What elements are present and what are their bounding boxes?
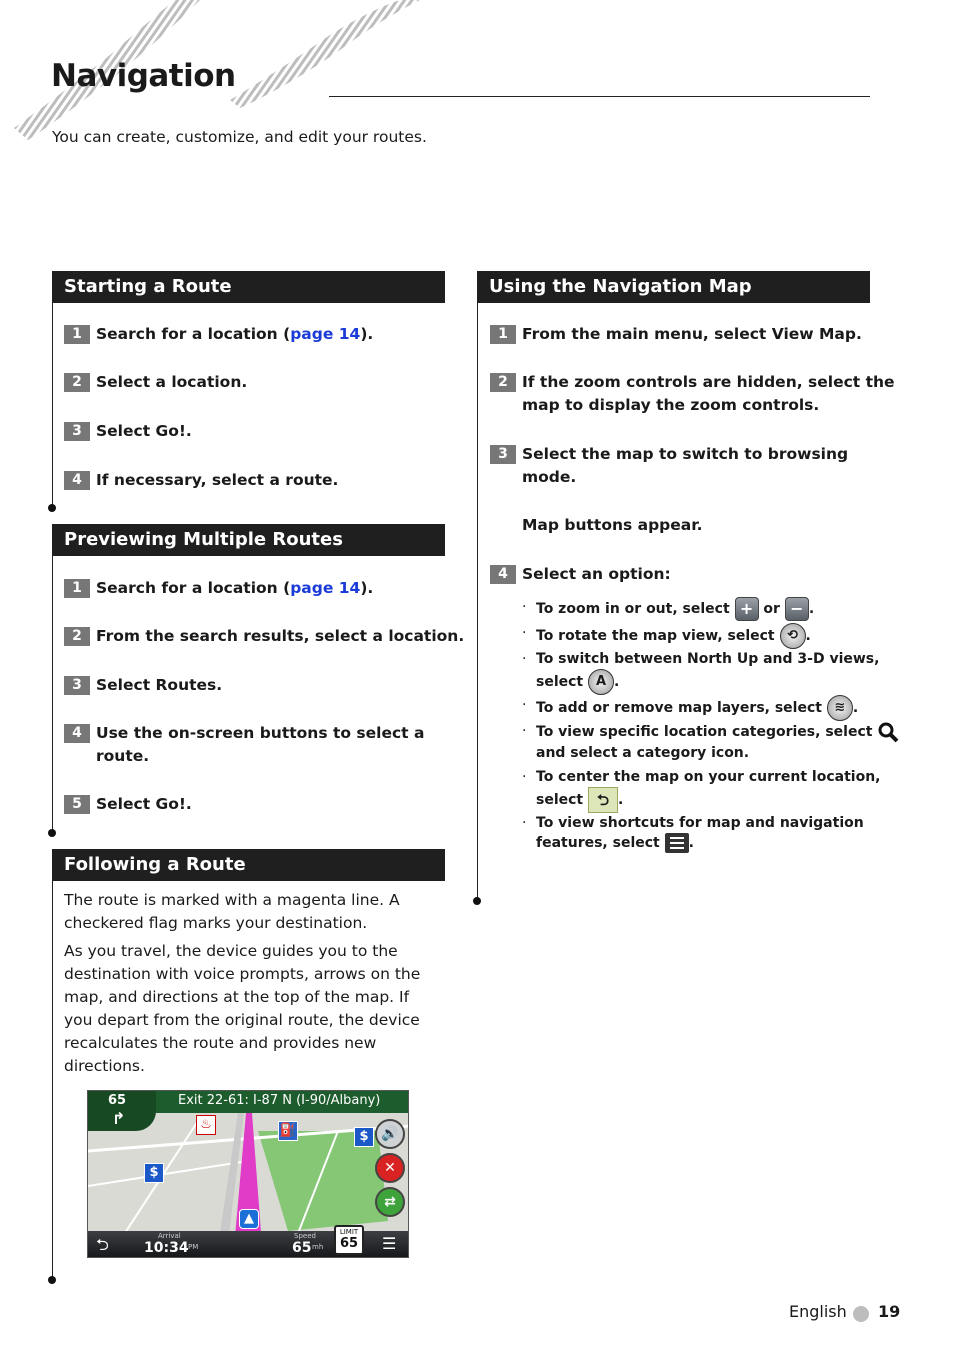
note-text: Map buttons appear.: [522, 516, 703, 534]
section-heading-navigation-map: Using the Navigation Map: [477, 271, 870, 303]
step-text: Select the map to switch to browsing: [522, 445, 849, 463]
step-number: 1: [490, 325, 516, 344]
zoom-in-icon[interactable]: +: [735, 597, 759, 621]
section-rule: [52, 556, 53, 833]
arrival-ampm: PM: [188, 1243, 199, 1251]
paragraph-line: directions.: [64, 1057, 145, 1075]
rotate-icon[interactable]: ⟲: [780, 623, 806, 649]
option-text: .: [618, 792, 624, 808]
step-number: 2: [64, 627, 90, 646]
paragraph-line: The route is marked with a magenta line. A: [64, 891, 400, 909]
section-end-dot: [48, 1276, 56, 1284]
limit-value: 65: [339, 1236, 359, 1251]
zoom-out-icon[interactable]: −: [785, 597, 809, 621]
back-button[interactable]: ⮌: [96, 1235, 109, 1254]
step-text: Select Routes.: [96, 676, 223, 694]
option-text: select: [536, 674, 584, 690]
turn-arrow-icon: ↱: [112, 1109, 126, 1128]
step-text: Select a location.: [96, 373, 248, 391]
speed-label: Speed: [294, 1232, 316, 1240]
page-number: 19: [878, 1302, 901, 1321]
step-text: Select Go!.: [96, 795, 192, 813]
step-number: 3: [64, 676, 90, 695]
option-text: To zoom in or out, select: [536, 601, 730, 617]
paragraph: [64, 940, 444, 1078]
option-text: To view specific location categories, select: [536, 724, 873, 740]
menu-button[interactable]: ☰: [382, 1234, 397, 1253]
step-text: ).: [360, 579, 374, 597]
fuel-pump-icon: ⛽: [278, 1121, 298, 1141]
step-number: 4: [490, 565, 516, 584]
paragraph-line: you depart from the original route, the device: [64, 1011, 420, 1029]
option-text: .: [614, 674, 620, 690]
section-end-dot: [48, 829, 56, 837]
gas-station-icon: $: [354, 1127, 374, 1147]
back-icon[interactable]: ⮌: [588, 787, 618, 813]
option-text: .: [688, 835, 694, 851]
option-text: .: [852, 700, 859, 716]
search-icon[interactable]: [877, 721, 899, 743]
map-speed-badge: 65: [108, 1093, 127, 1108]
vehicle-icon: ▲: [239, 1209, 259, 1229]
step-text: If necessary, select a route.: [96, 471, 339, 489]
intro-text: You can create, customize, and edit your routes.: [52, 128, 427, 146]
option-text: To rotate the map view, select: [536, 628, 775, 644]
step-text: Select Go!.: [96, 422, 192, 440]
step-text: mode.: [522, 468, 577, 486]
map-direction-text: Exit 22-61: I-87 N (I-90/Albany): [178, 1093, 381, 1108]
footer-language: English: [789, 1302, 847, 1321]
section-end-dot: [473, 897, 481, 905]
paragraph-line: map, and directions at the top of the map. If: [64, 988, 410, 1006]
step: [490, 371, 895, 417]
title-rule: [329, 96, 870, 97]
navigation-map-screenshot: [87, 1090, 409, 1258]
step-number: 3: [490, 445, 516, 464]
step-number: 3: [64, 422, 90, 441]
speed-limit-sign: [334, 1225, 364, 1255]
speed-value: 65: [292, 1240, 312, 1256]
step-number: 4: [64, 724, 90, 743]
step-text: map to display the zoom controls.: [522, 396, 820, 414]
step-text: ).: [360, 325, 374, 343]
step-text: Search for a location (: [96, 325, 291, 343]
step: [64, 722, 444, 768]
paragraph-line: destination with voice prompts, arrows on the: [64, 965, 421, 983]
paragraph-line: checkered flag marks your destination.: [64, 914, 368, 932]
menu-icon[interactable]: [665, 833, 689, 853]
arrival-time: 10:34: [144, 1240, 189, 1256]
speed-unit: mh: [312, 1243, 324, 1251]
volume-button[interactable]: 🔊: [375, 1119, 405, 1149]
option-text: To switch between North Up and 3-D views,: [536, 651, 880, 667]
step-text: route.: [96, 747, 150, 765]
option-text: or: [763, 601, 780, 617]
paragraph-line: As you travel, the device guides you to the: [64, 942, 398, 960]
step-number: 1: [64, 325, 90, 344]
option-text: .: [808, 601, 815, 617]
section-rule: [52, 303, 53, 508]
page-link[interactable]: page 14: [290, 325, 361, 343]
step-text: Select an option:: [522, 565, 671, 583]
restaurant-icon: ♨: [196, 1115, 216, 1135]
option-text: To add or remove map layers, select: [536, 700, 822, 716]
option-text: To center the map on your current location,: [536, 769, 881, 785]
step-number: 2: [490, 373, 516, 392]
detour-button[interactable]: ⇄: [375, 1187, 405, 1217]
section-end-dot: [48, 504, 56, 512]
step-number: 1: [64, 579, 90, 598]
page-title: Navigation: [51, 58, 236, 94]
step-text: Use the on-screen buttons to select a: [96, 724, 425, 742]
compass-icon[interactable]: A: [588, 669, 614, 695]
option-text: and select a category icon.: [536, 745, 750, 761]
step-text: Search for a location (: [96, 579, 291, 597]
step-number: 4: [64, 471, 90, 490]
step-text: From the search results, select a location.: [96, 627, 465, 645]
step: [490, 443, 870, 489]
step-text: From the main menu, select View Map.: [522, 325, 862, 343]
footer-dot: [853, 1306, 869, 1322]
gas-station-icon: $: [144, 1163, 164, 1183]
option-text: .: [805, 628, 811, 644]
section-rule: [477, 303, 478, 901]
option-text: select: [536, 792, 584, 808]
map-turn-badge: [88, 1091, 156, 1131]
step-number: 2: [64, 373, 90, 392]
page-link[interactable]: page 14: [290, 579, 361, 597]
stop-route-button[interactable]: ✕: [375, 1153, 405, 1183]
paragraph-line: recalculates the route and provides new: [64, 1034, 377, 1052]
section-heading-previewing-routes: Previewing Multiple Routes: [52, 524, 445, 556]
section-heading-following-route: Following a Route: [52, 849, 445, 881]
option-text: features, select: [536, 835, 660, 851]
layers-icon[interactable]: ≋: [827, 695, 853, 721]
map-bottom-bar: [88, 1228, 408, 1257]
step-text: If the zoom controls are hidden, select the: [522, 373, 895, 391]
step-number: 5: [64, 795, 90, 814]
section-heading-starting-route: Starting a Route: [52, 271, 445, 303]
limit-label: LIMIT: [339, 1228, 359, 1236]
option-text: To view shortcuts for map and navigation: [536, 815, 864, 831]
paragraph: [64, 889, 444, 935]
section-rule: [52, 881, 53, 1280]
arrival-label: Arrival: [158, 1232, 181, 1240]
